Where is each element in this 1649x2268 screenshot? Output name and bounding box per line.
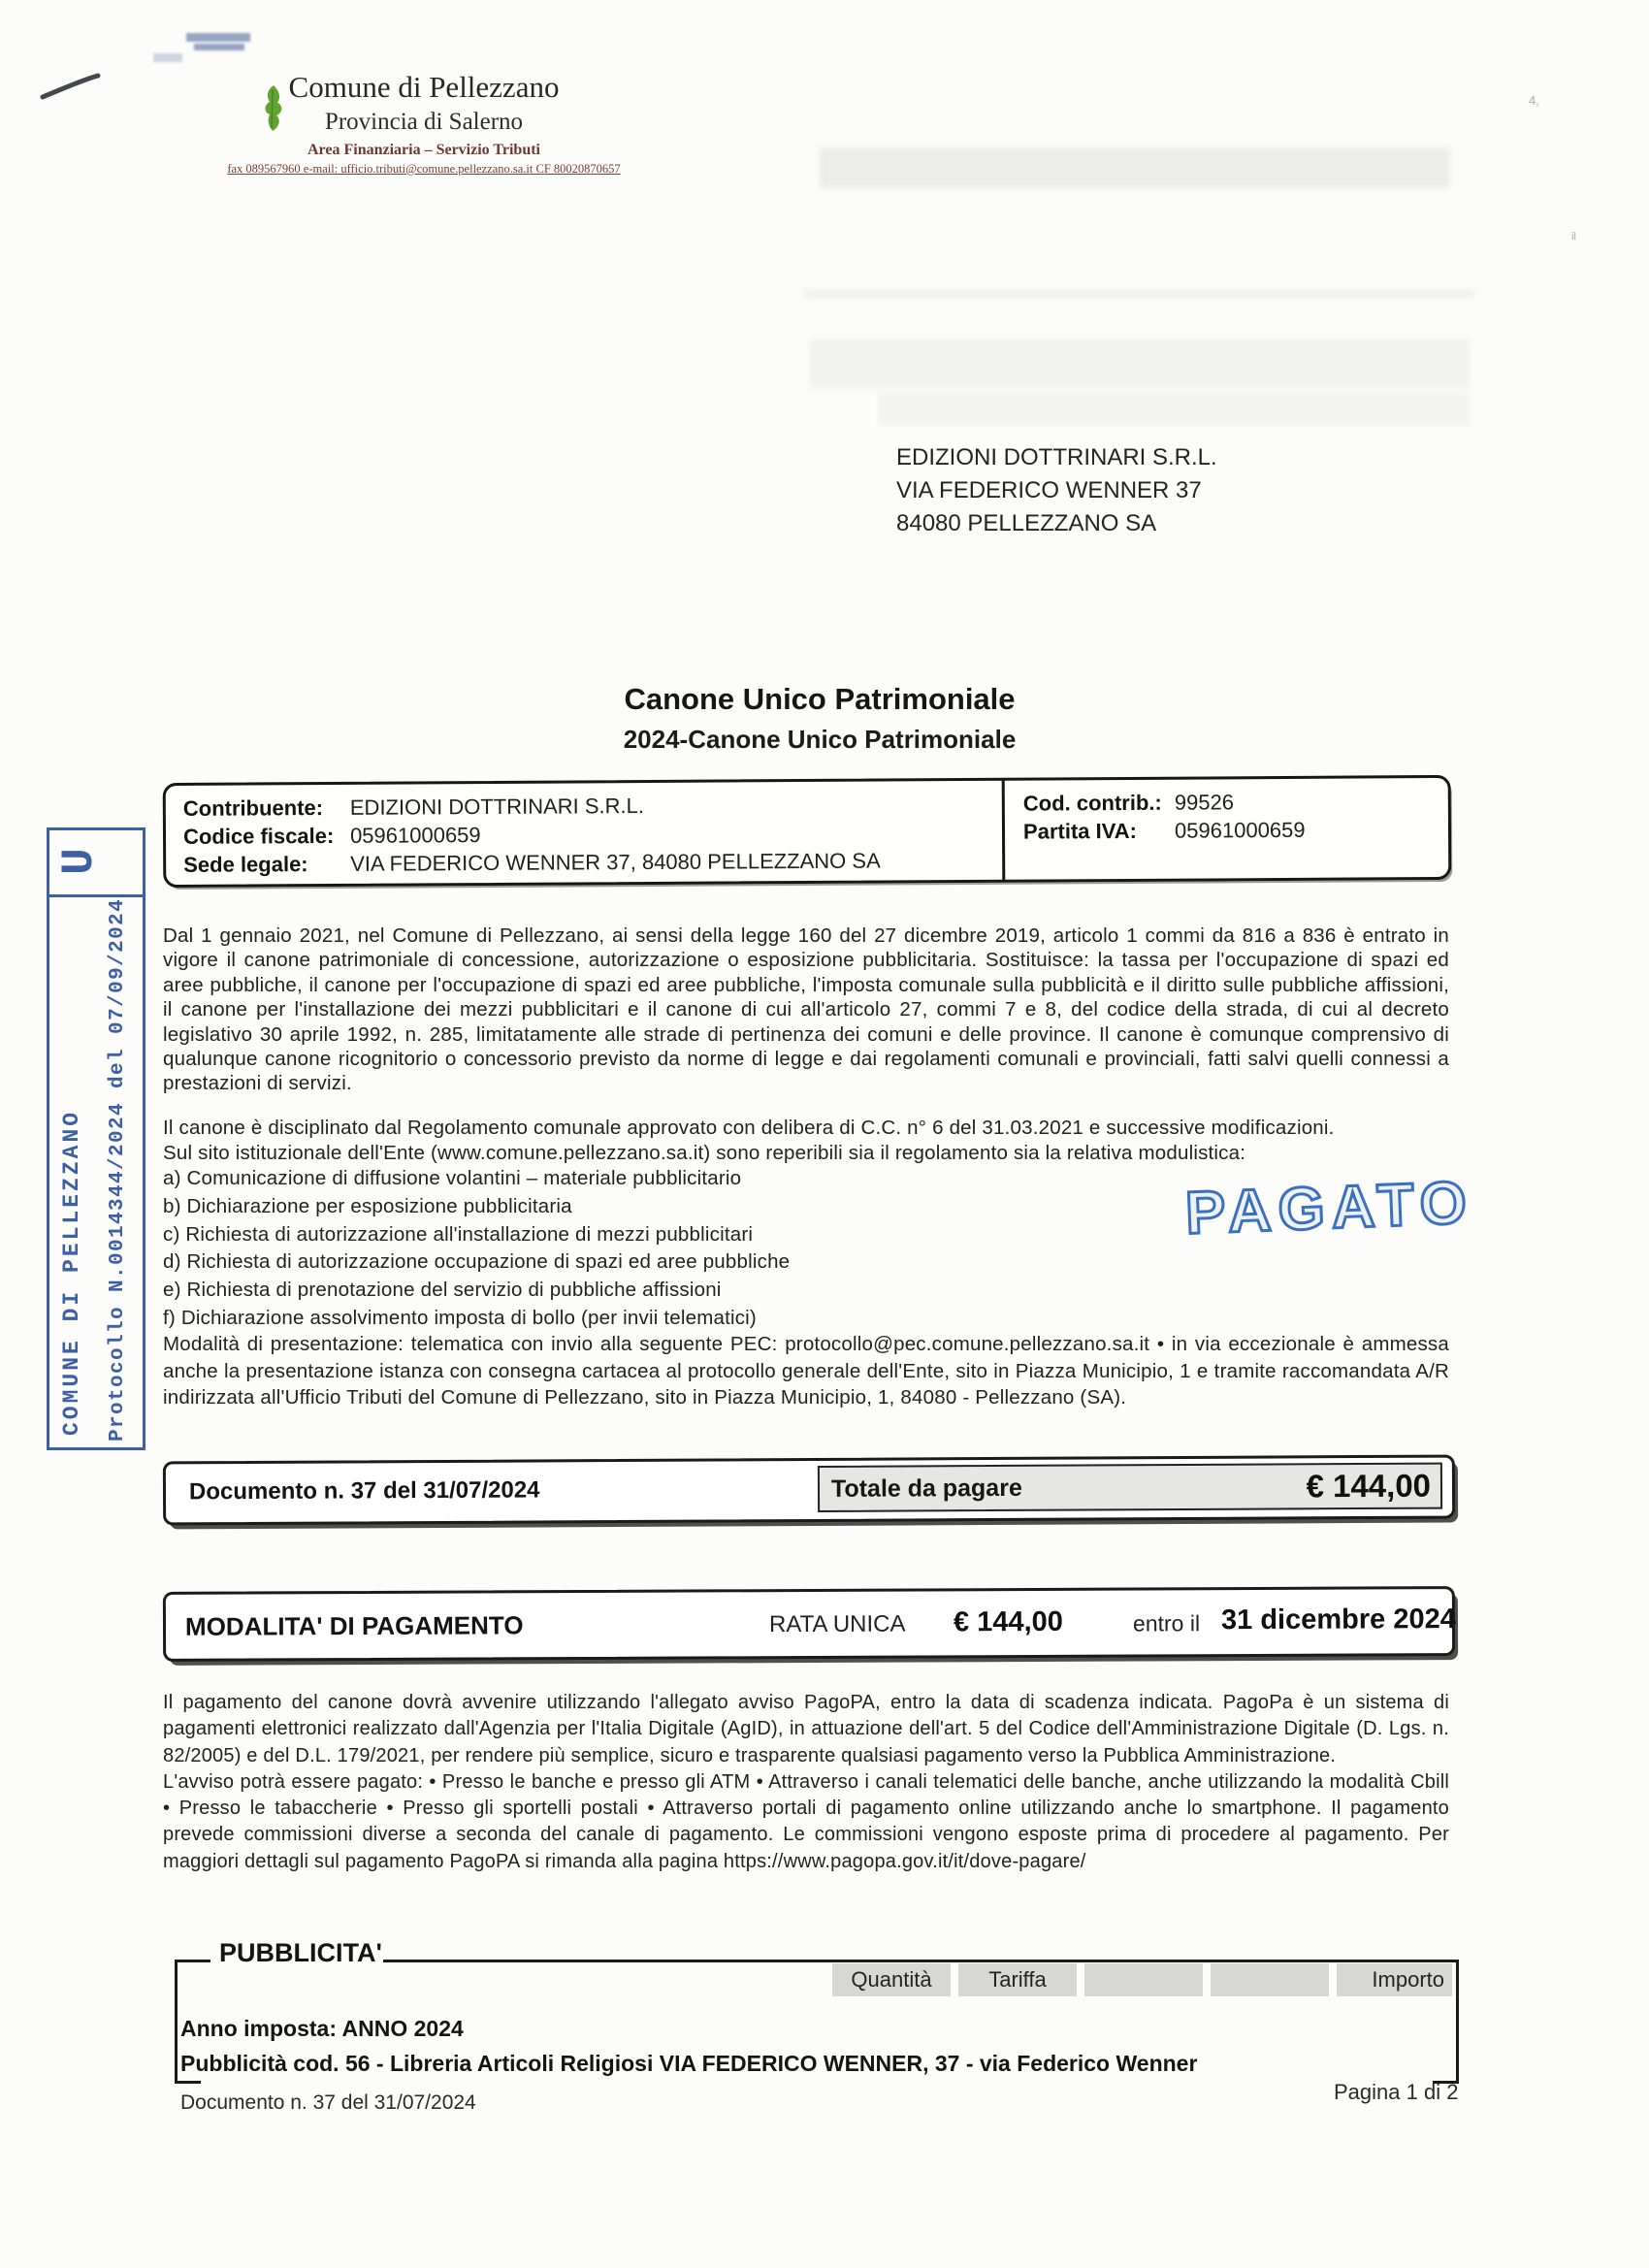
- protocol-direction-letter: U: [54, 848, 105, 875]
- payment-method-title: MODALITA' DI PAGAMENTO: [184, 1610, 524, 1641]
- bleed-through-artifact: [810, 340, 1470, 388]
- column-header-importo: Importo: [1337, 1963, 1452, 1996]
- taxpayer-label: Sede legale:: [183, 852, 308, 877]
- document-summary-box: [163, 1455, 1455, 1526]
- taxpayer-value: 99526: [1174, 790, 1235, 815]
- bleed-through-artifact: [878, 393, 1470, 426]
- payment-info-paragraph: L'avviso potrà essere pagato: • Presso le banche e presso gli ATM • Attraverso i canali telematici delle banche, anche utilizzando la modalità Cbill • Presso le tabaccherie • Presso gli sportelli postali • Attraverso portali di pagamento online utilizzando anche lo smartphone. Il pagamento prevede commissioni diverse a seconda del canale di pagamento. Le commissioni vengono esposte prima di procedere al pagamento. Per maggiori dettagli sul pagamento PagoPA si rimanda alla pagina https://www.pagopa.gov.it/it/dove-pagare/: [163, 1770, 1449, 1872]
- taxpayer-value: VIA FEDERICO WENNER 37, 84080 PELLEZZANO SA: [350, 848, 881, 876]
- protocol-stamp-direction-box: [49, 830, 143, 897]
- payment-info-text: [163, 1690, 1449, 1875]
- list-item: f) Dichiarazione assolvimento imposta di bollo (per invii telematici): [163, 1306, 757, 1329]
- pagato-stamp: PAGATO: [1183, 1169, 1475, 1247]
- letterhead: [227, 70, 621, 177]
- body-paragraph: Il canone è disciplinato dal Regolamento comunale approvato con delibera di C.C. n° 6 del 31.03.2021 e successive modificazioni.: [163, 1117, 1335, 1139]
- bleed-through-artifact: [805, 289, 1474, 298]
- pubblicita-title: PUBBLICITA': [219, 1938, 382, 1967]
- total-due-value: € 144,00: [1306, 1467, 1432, 1505]
- footer-document-reference: Documento n. 37 del 31/07/2024: [180, 2091, 476, 2114]
- ink-smudge-artifact: [186, 33, 250, 42]
- frame-line: [383, 1960, 1456, 1962]
- province-name: Provincia di Salerno: [324, 109, 524, 135]
- list-item: c) Richiesta di autorizzazione all'installazione di mezzi pubblicitari: [163, 1222, 754, 1246]
- taxpayer-label: Contribuente:: [182, 795, 324, 821]
- taxpayer-box: [163, 775, 1452, 888]
- recipient-address: [896, 441, 1217, 540]
- total-due-label: Totale da pagare: [830, 1474, 1022, 1503]
- body-paragraph: Modalità di presentazione: telematica con invio alla seguente PEC: protocollo@pec.comune.pellezzano.sa.it • in via eccezionale è ammessa anche la presentazione istanza con consegna cartacea al protocollo generale dell'Ente, sito in Piazza Municipio, 1 e tramite raccomandata A/R indirizzata all'Ufficio Tributi del Comune di Pellezzano, sito in Piazza Municipio, 1, 84080 - Pellezzano (SA).: [163, 1333, 1449, 1409]
- ink-smudge-artifact: [194, 44, 244, 50]
- list-item: b) Dichiarazione per esposizione pubblicitaria: [163, 1194, 572, 1217]
- payment-method-box: [163, 1586, 1455, 1662]
- recipient-city: 84080 PELLEZZANO SA: [896, 510, 1157, 536]
- body-paragraph: Dal 1 gennaio 2021, nel Comune di Pellezzano, ai sensi della legge 160 del 27 dicembre 2019, articolo 1 commi da 816 a 836 è entrato in vigore il canone patrimoniale di concessione, autorizzazione o esposizione pubblicitaria. Sostituisce: la tassa per l'occupazione di spazi ed aree pubbliche, il canone per l'occupazione di spazi ed aree pubbliche, l'imposta comunale sulla pubblicità e il diritto sulle pubbliche affissioni, il canone per l'installazione dei mezzi pubblicitari e il canone di cui all'articolo 27, commi 7 e 8, del codice della strada, di cui al decreto legislativo 30 aprile 1992, n. 285, limitatamente alle strade di pertinenza dei comuni e delle province. Il canone è comunque comprensivo di qualunque canone ricognitorio o concessorio previsto da norme di legge e dai regolamenti comunali e provinciali, fatti salvi quelli connessi a prestazioni di servizi.: [163, 924, 1449, 1095]
- municipality-name: Comune di Pellezzano: [288, 70, 560, 104]
- pen-stroke-artifact: [37, 68, 105, 103]
- recipient-street: VIA FEDERICO WENNER 37: [896, 477, 1202, 503]
- document-reference: Documento n. 37 del 31/07/2024: [188, 1476, 540, 1506]
- taxpayer-label: Partita IVA:: [1022, 818, 1138, 844]
- contact-line: fax 089567960 e-mail: ufficio.tributi@comune.pellezzano.sa.it CF 80020870657: [227, 162, 621, 176]
- column-header-quantita: Quantità: [832, 1963, 951, 1996]
- due-date-prefix: entro il: [1132, 1610, 1201, 1636]
- taxpayer-value: 05961000659: [349, 823, 481, 848]
- document-title-block: [388, 682, 1251, 755]
- column-header-tariffa: Tariffa: [958, 1963, 1077, 1996]
- tax-year-line: Anno imposta: ANNO 2024: [180, 2016, 464, 2041]
- taxpayer-value: EDIZIONI DOTTRINARI S.R.L.: [349, 794, 645, 820]
- installment-label: RATA UNICA: [768, 1610, 906, 1638]
- payment-info-paragraph: Il pagamento del canone dovrà avvenire utilizzando l'allegato avviso PagoPA, entro la data di scadenza indicata. PagoPa è un sistema di pagamenti elettronici realizzato dall'Agenzia per l'Italia Digitale (AgID), in attuazione dell'art. 5 del Codice dell'Amministrazione Digitale (D. Lgs. n. 82/2005) e del D.L. 179/2021, per rendere più semplice, sicuro e trasparente qualsiasi pagamento verso la Pubblica Amministrazione.: [163, 1692, 1449, 1766]
- recipient-name: EDIZIONI DOTTRINARI S.R.L.: [896, 444, 1217, 470]
- protocol-stamp: [47, 827, 146, 1450]
- pubblicita-detail-line: Pubblicità cod. 56 - Libreria Articoli Religiosi VIA FEDERICO WENNER, 37 - via Federico Wenner: [180, 2051, 1198, 2076]
- department-name: Area Finanziaria – Servizio Tributi: [307, 142, 540, 158]
- list-item: d) Richiesta di autorizzazione occupazione di spazi ed aree pubbliche: [163, 1250, 791, 1274]
- body-paragraph: Sul sito istituzionale dell'Ente (www.comune.pellezzano.sa.it) sono reperibili sia il regolamento sia la relativa modulistica:: [163, 1142, 1246, 1164]
- list-item: e) Richiesta di prenotazione del servizio di pubbliche affissioni: [163, 1279, 722, 1302]
- installment-amount: € 144,00: [953, 1605, 1063, 1638]
- scan-speck-artifact: il: [1571, 231, 1576, 243]
- taxpayer-box-divider: [1002, 780, 1006, 881]
- protocol-entity: COMUNE DI PELLEZZANO: [59, 1109, 84, 1436]
- due-date: 31 dicembre 2024: [1220, 1604, 1456, 1636]
- ink-smudge-artifact: [153, 53, 182, 62]
- scan-speck-artifact: 4,: [1529, 93, 1539, 108]
- taxpayer-label: Codice fiscale:: [182, 823, 335, 849]
- column-header-empty: [1084, 1963, 1203, 1996]
- taxpayer-value: 05961000659: [1174, 817, 1306, 843]
- total-due-box: [818, 1463, 1442, 1512]
- frame-corner-tick: [178, 2081, 201, 2084]
- column-header-empty: [1211, 1963, 1329, 1996]
- page-subtitle: 2024-Canone Unico Patrimoniale: [623, 725, 1017, 754]
- bleed-through-artifact: [820, 147, 1450, 188]
- forms-list: [163, 1165, 1230, 1333]
- list-item: a) Comunicazione di diffusione volantini – materiale pubblicitario: [163, 1167, 742, 1189]
- protocol-number: Protocollo N.0014344/2024 del 07/09/2024: [107, 897, 129, 1442]
- page-indicator: Pagina 1 di 2: [1334, 2080, 1459, 2104]
- frame-line: [178, 1960, 210, 1962]
- taxpayer-label: Cod. contrib.:: [1022, 790, 1162, 816]
- page-title: Canone Unico Patrimoniale: [624, 682, 1016, 716]
